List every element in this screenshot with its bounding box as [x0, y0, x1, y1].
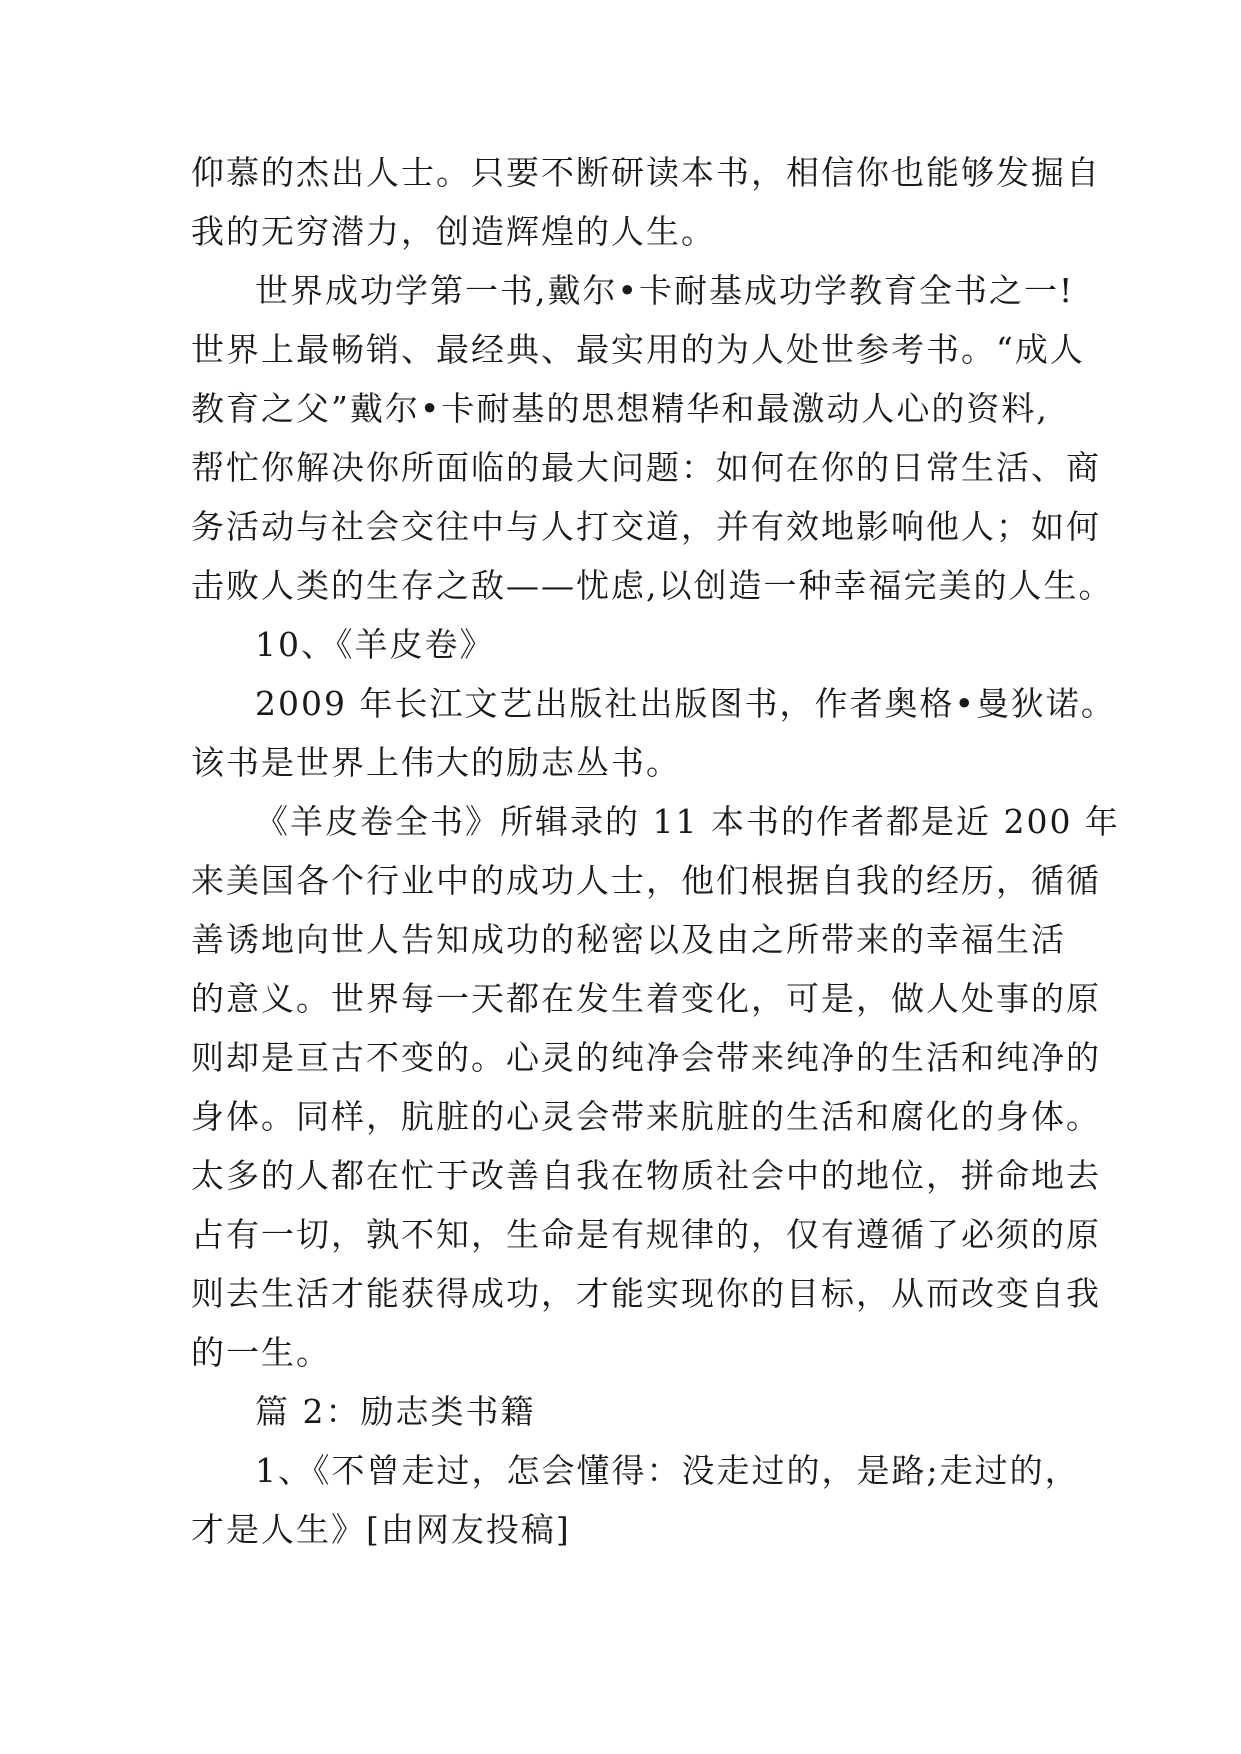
text-line: 的一生。 — [191, 1333, 331, 1372]
paragraph-start: 2009 年长江文艺出版社出版图书，作者奥格•曼狄诺。 — [255, 684, 1116, 723]
text-line: 太多的人都在忙于改善自我在物质社会中的地位，拼命地去 — [191, 1156, 1101, 1195]
text-line: 该书是世界上伟大的励志丛书。 — [191, 743, 681, 782]
text-line: 占有一切，孰不知，生命是有规律的，仅有遵循了必须的原 — [191, 1215, 1101, 1254]
text-line: 仰慕的杰出人士。只要不断研读本书，相信你也能够发掘自 — [191, 153, 1101, 192]
text-line: 则去生活才能获得成功，才能实现你的目标，从而改变自我 — [191, 1274, 1101, 1313]
section-heading: 10、《羊皮卷》 — [255, 625, 495, 664]
text-line: 身体。同样，肮脏的心灵会带来肮脏的生活和腐化的身体。 — [191, 1097, 1101, 1136]
paragraph-start: 《羊皮卷全书》所辑录的 11 本书的作者都是近 200 年 — [255, 802, 1120, 841]
text-line: 则却是亘古不变的。心灵的纯净会带来纯净的生活和纯净的 — [191, 1038, 1101, 1077]
text-line: 才是人生》[由网友投稿] — [191, 1510, 571, 1549]
text-line: 世界上最畅销、最经典、最实用的为人处世参考书。“成人 — [191, 330, 1085, 369]
paragraph-start: 世界成功学第一书,戴尔•卡耐基成功学教育全书之一! — [255, 271, 1075, 310]
text-line: 务活动与社会交往中与人打交道，并有效地影响他人；如何 — [191, 507, 1101, 546]
text-line: 我的无穷潜力，创造辉煌的人生。 — [191, 212, 716, 251]
text-line: 的意义。世界每一天都在发生着变化，可是，做人处事的原 — [191, 979, 1101, 1018]
paragraph-start: 1、《不曾走过，怎会懂得：没走过的，是路;走过的， — [255, 1451, 1080, 1490]
text-line: 教育之父”戴尔•卡耐基的思想精华和最激动人心的资料, — [191, 389, 1049, 428]
text-line: 善诱地向世人告知成功的秘密以及由之所带来的幸福生活 — [191, 920, 1066, 959]
section-heading: 篇 2：励志类书籍 — [255, 1392, 536, 1431]
text-line: 来美国各个行业中的成功人士，他们根据自我的经历，循循 — [191, 861, 1101, 900]
text-line: 击败人类的生存之敌——忧虑,以创造一种幸福完美的人生。 — [191, 566, 1114, 605]
text-line: 帮忙你解决你所面临的最大问题：如何在你的日常生活、商 — [191, 448, 1101, 487]
